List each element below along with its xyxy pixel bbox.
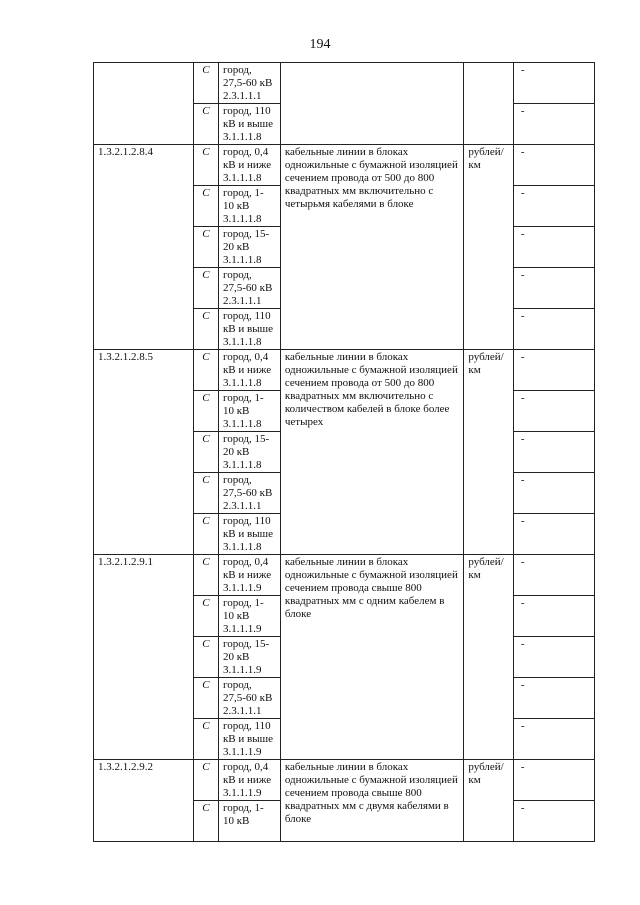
territory-code-cell: С	[194, 432, 219, 473]
value-cell: -	[513, 637, 594, 678]
code-cell	[94, 63, 194, 145]
territory-code-cell: С	[194, 514, 219, 555]
territory-code-cell: С	[194, 555, 219, 596]
value-cell: -	[513, 268, 594, 309]
voltage-cell: город, 1- 10 кВ 3.1.1.1.9	[218, 596, 280, 637]
voltage-cell: город, 1- 10 кВ	[218, 801, 280, 842]
voltage-cell: город, 110 кВ и выше 3.1.1.1.8	[218, 514, 280, 555]
value-cell: -	[513, 309, 594, 350]
description-cell: кабельные линии в блоках одножильные с бумажной изоляцией сечением провода от 500 до 800 квадратных мм включительно с четырьмя кабелями в блоке	[280, 145, 464, 350]
voltage-cell: город, 27,5-60 кВ 2.3.1.1.1	[218, 678, 280, 719]
territory-code-cell: С	[194, 391, 219, 432]
code-cell: 1.3.2.1.2.9.1	[94, 555, 194, 760]
table-row	[94, 555, 595, 596]
table-row	[94, 63, 595, 104]
value-cell: -	[513, 350, 594, 391]
page-number: 194	[309, 37, 331, 52]
territory-code-cell: С	[194, 104, 219, 145]
value-cell: -	[513, 186, 594, 227]
voltage-cell: город, 15- 20 кВ 3.1.1.1.8	[218, 432, 280, 473]
voltage-cell: город, 27,5-60 кВ 2.3.1.1.1	[218, 473, 280, 514]
value-cell: -	[513, 432, 594, 473]
voltage-cell: город, 1- 10 кВ 3.1.1.1.8	[218, 391, 280, 432]
voltage-cell: город, 0,4 кВ и ниже 3.1.1.1.9	[218, 555, 280, 596]
voltage-cell: город, 27,5-60 кВ 2.3.1.1.1	[218, 63, 280, 104]
value-cell: -	[513, 719, 594, 760]
value-cell: -	[513, 760, 594, 801]
voltage-cell: город, 1- 10 кВ 3.1.1.1.8	[218, 186, 280, 227]
voltage-cell: город, 110 кВ и выше 3.1.1.1.8	[218, 309, 280, 350]
table-row	[94, 760, 595, 801]
territory-code-cell: С	[194, 350, 219, 391]
territory-code-cell: С	[194, 473, 219, 514]
description-cell: кабельные линии в блоках одножильные с бумажной изоляцией сечением провода свыше 800 квадратных мм с двумя кабелями в блоке	[280, 760, 464, 842]
value-cell: -	[513, 473, 594, 514]
value-cell: -	[513, 145, 594, 186]
table-row	[94, 350, 595, 391]
territory-code-cell: С	[194, 719, 219, 760]
voltage-cell: город, 110 кВ и выше 3.1.1.1.8	[218, 104, 280, 145]
value-cell: -	[513, 104, 594, 145]
territory-code-cell: С	[194, 801, 219, 842]
value-cell: -	[513, 227, 594, 268]
voltage-cell: город, 110 кВ и выше 3.1.1.1.9	[218, 719, 280, 760]
tariff-table	[93, 62, 595, 842]
voltage-cell: город, 27,5-60 кВ 2.3.1.1.1	[218, 268, 280, 309]
territory-code-cell: С	[194, 678, 219, 719]
code-cell: 1.3.2.1.2.8.4	[94, 145, 194, 350]
territory-code-cell: С	[194, 186, 219, 227]
unit-cell: рублей/ км	[464, 350, 514, 555]
value-cell: -	[513, 555, 594, 596]
table-row	[94, 145, 595, 186]
value-cell: -	[513, 391, 594, 432]
description-cell: кабельные линии в блоках одножильные с бумажной изоляцией сечением провода свыше 800 квадратных мм с одним кабелем в блоке	[280, 555, 464, 760]
territory-code-cell: С	[194, 596, 219, 637]
code-cell: 1.3.2.1.2.9.2	[94, 760, 194, 842]
value-cell: -	[513, 596, 594, 637]
unit-cell: рублей/ км	[464, 760, 514, 842]
territory-code-cell: С	[194, 637, 219, 678]
territory-code-cell: С	[194, 227, 219, 268]
tariff-table-body	[94, 63, 595, 842]
territory-code-cell: С	[194, 760, 219, 801]
territory-code-cell: С	[194, 63, 219, 104]
unit-cell: рублей/ км	[464, 145, 514, 350]
voltage-cell: город, 0,4 кВ и ниже 3.1.1.1.9	[218, 760, 280, 801]
territory-code-cell: С	[194, 309, 219, 350]
unit-cell: рублей/ км	[464, 555, 514, 760]
value-cell: -	[513, 63, 594, 104]
value-cell: -	[513, 801, 594, 842]
description-cell	[280, 63, 464, 145]
territory-code-cell: С	[194, 268, 219, 309]
value-cell: -	[513, 678, 594, 719]
territory-code-cell: С	[194, 145, 219, 186]
unit-cell	[464, 63, 514, 145]
description-cell: кабельные линии в блоках одножильные с бумажной изоляцией сечением провода от 500 до 800 квадратных мм включительно с количеством кабелей в блоке более четырех	[280, 350, 464, 555]
voltage-cell: город, 0,4 кВ и ниже 3.1.1.1.8	[218, 145, 280, 186]
voltage-cell: город, 15- 20 кВ 3.1.1.1.8	[218, 227, 280, 268]
voltage-cell: город, 15- 20 кВ 3.1.1.1.9	[218, 637, 280, 678]
voltage-cell: город, 0,4 кВ и ниже 3.1.1.1.8	[218, 350, 280, 391]
code-cell: 1.3.2.1.2.8.5	[94, 350, 194, 555]
value-cell: -	[513, 514, 594, 555]
